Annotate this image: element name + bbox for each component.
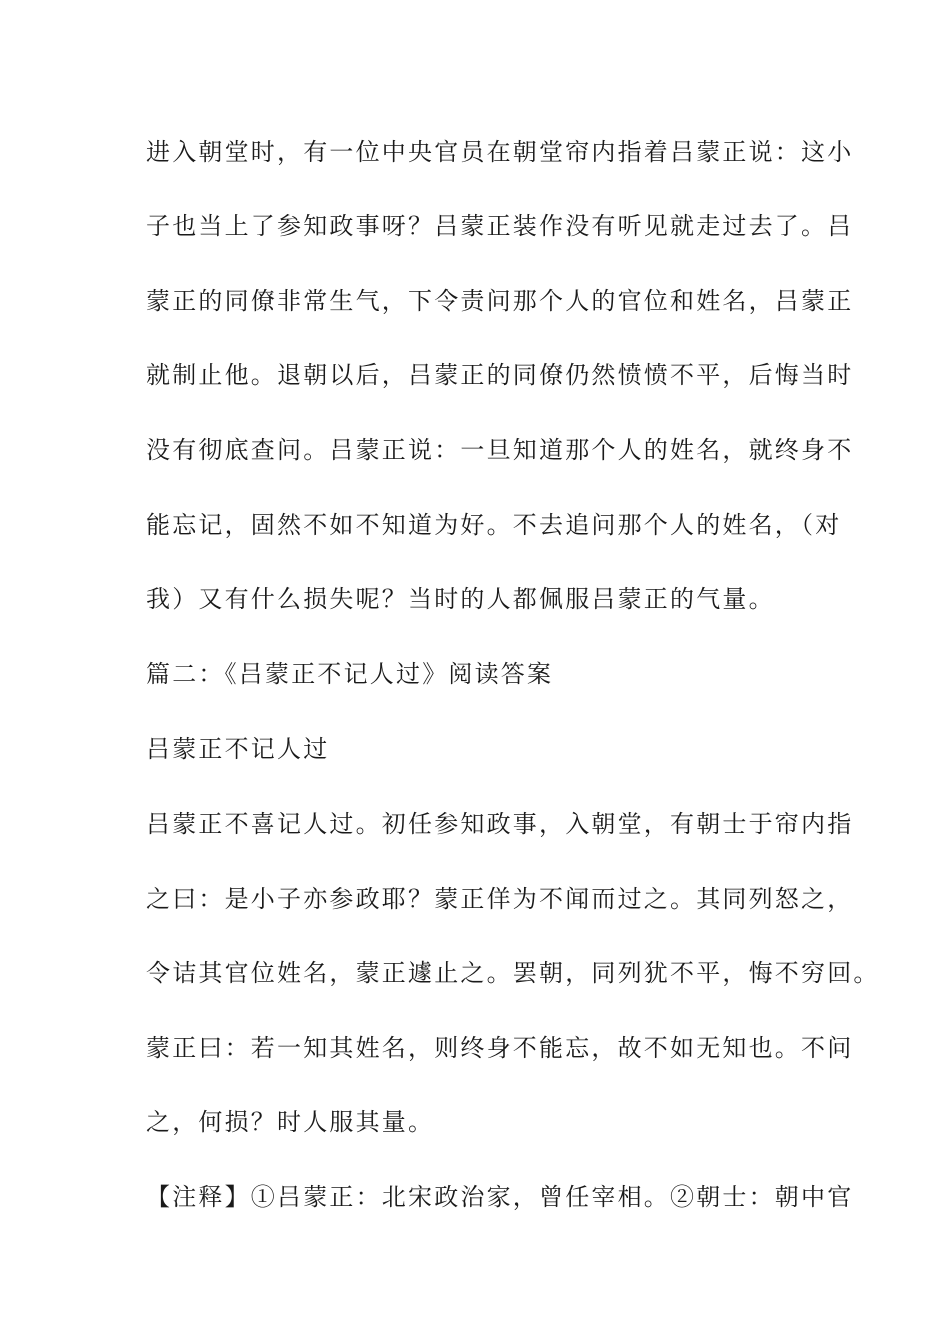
- paragraph-line: 之曰：是小子亦参政耶？蒙正佯为不闻而过之。其同列怒之，: [146, 885, 854, 913]
- paragraph-line: 吕蒙正不喜记人过。初任参知政事，入朝堂，有朝士于帘内指: [146, 810, 854, 838]
- paragraph-line: 没有彻底查问。吕蒙正说：一旦知道那个人的姓名，就终身不: [146, 436, 854, 464]
- paragraph-line: 进入朝堂时，有一位中央官员在朝堂帘内指着吕蒙正说：这小: [146, 138, 854, 166]
- annotation-line: 【注释】①吕蒙正：北宋政治家，曾任宰相。②朝士：朝中官: [146, 1183, 854, 1211]
- paragraph-line: 就制止他。退朝以后，吕蒙正的同僚仍然愤愤不平，后悔当时: [146, 361, 854, 389]
- paragraph-line: 令诘其官位姓名，蒙正遽止之。罢朝，同列犹不平，悔不穷回。: [146, 959, 880, 987]
- paragraph-line: 能忘记，固然不如不知道为好。不去追问那个人的姓名，（对: [146, 511, 842, 539]
- paragraph-line: 我）又有什么损失呢？当时的人都佩服吕蒙正的气量。: [146, 585, 775, 613]
- section-heading: 篇二：《吕蒙正不记人过》阅读答案: [146, 660, 554, 688]
- article-title: 吕蒙正不记人过: [146, 735, 330, 763]
- paragraph-line: 之，何损？时人服其量。: [146, 1108, 435, 1136]
- paragraph-line: 蒙正的同僚非常生气，下令责问那个人的官位和姓名，吕蒙正: [146, 287, 854, 315]
- paragraph-line: 子也当上了参知政事呀？吕蒙正装作没有听见就走过去了。吕: [146, 212, 854, 240]
- paragraph-line: 蒙正曰：若一知其姓名，则终身不能忘，故不如无知也。不问: [146, 1034, 854, 1062]
